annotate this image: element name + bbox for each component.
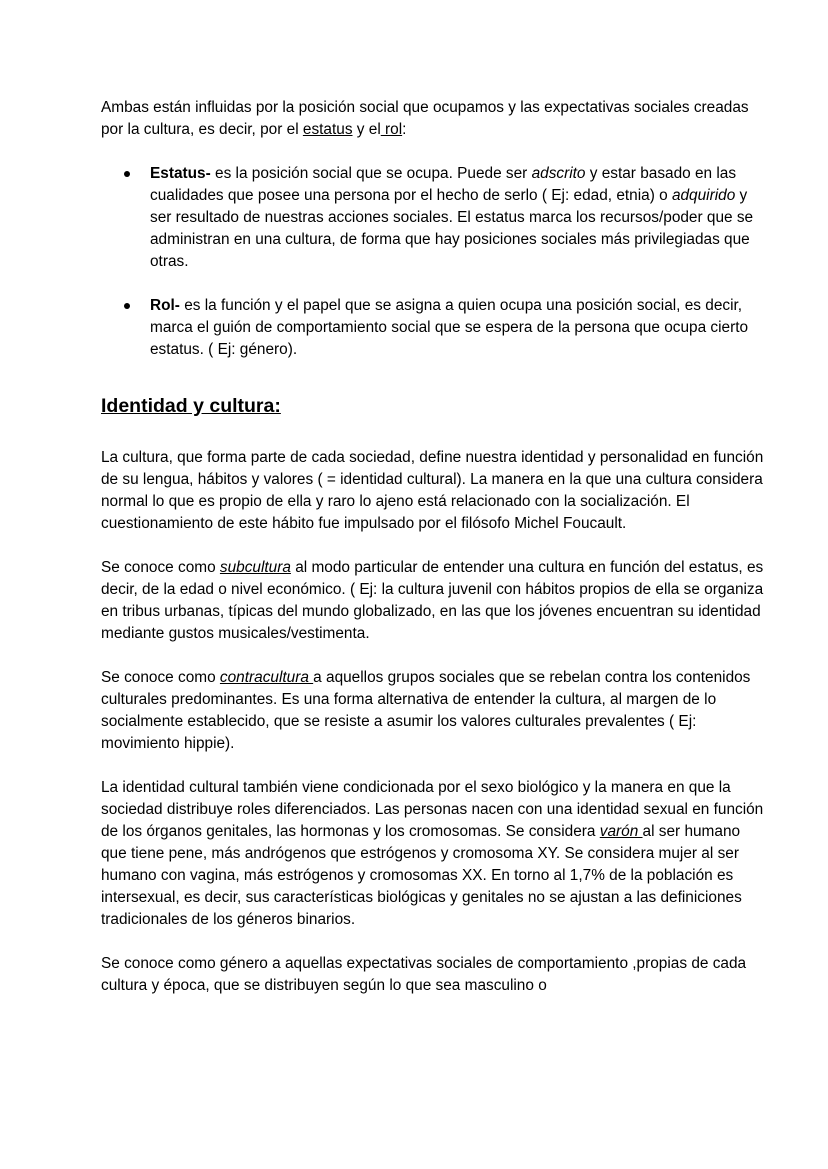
list-item-rol xyxy=(150,295,768,361)
paragraph-subcultura xyxy=(101,557,768,645)
list-item-estatus xyxy=(150,163,768,273)
identidad-text-1: La identidad cultural también viene condicionada por el sexo biológico y la manera en que la sociedad distribuye roles diferenciados. Las personas nacen con una identidad sexual en función de los órganos genitales, las hormonas y los cromosomas. Se considera xyxy=(101,779,764,840)
subcultura-term: subcultura xyxy=(219,559,291,576)
rol-label: Rol- xyxy=(150,297,180,314)
estatus-text-3: y ser resultado de nuestras acciones sociales. El estatus marca los recursos/poder que se administran en una cultura, de forma que hay posiciones sociales más privilegiadas que otras. xyxy=(150,187,754,270)
intro-paragraph xyxy=(101,97,768,141)
section-heading: Identidad y cultura: xyxy=(101,395,281,417)
estatus-text-2: y estar basado en las cualidades que posee una persona por el hecho de serlo ( Ej: edad, etnia) o xyxy=(150,165,737,204)
estatus-label: Estatus- xyxy=(150,165,211,182)
estatus-text-1: es la posición social que se ocupa. Puede ser xyxy=(210,165,532,182)
identidad-text-2: al ser humano que tiene pene, más andrógenos que estrógenos y cromosoma XY. Se considera mujer al ser humano con vagina, más estrógenos y cromosomas XX. En torno al 1,7% de la población es intersexual, es decir, sus características biológicas y genitales no se ajustan a las definiciones tradicionales de los géneros binarios. xyxy=(101,823,742,928)
contracultura-text-2: a aquellos grupos sociales que se rebelan contra los contenidos culturales predominantes. Es una forma alternativa de entender la cultura, al margen de lo socialmente establecido, que se resiste a asumir los valores culturales prevalentes ( Ej: movimiento hippie). xyxy=(101,669,751,752)
bullet-icon xyxy=(124,171,130,177)
intro-text-2: y el xyxy=(352,121,381,138)
contracultura-text-1: Se conoce como xyxy=(101,669,220,686)
subcultura-text-1: Se conoce como xyxy=(101,559,220,576)
paragraph-cultura: La cultura, que forma parte de cada sociedad, define nuestra identidad y personalidad en función de su lengua, hábitos y valores ( = identidad cultural). La manera en la que una cultura considera normal lo que es propio de ella y raro lo ajeno está relacionado con la socialización. El cuestionamiento de este hábito fue impulsado por el filósofo Michel Foucault. xyxy=(101,449,764,532)
definitions-list xyxy=(101,163,768,361)
adquirido-term: adquirido xyxy=(671,187,736,204)
varon-term: varón xyxy=(599,823,643,840)
paragraph-contracultura xyxy=(101,667,768,755)
estatus-term: estatus xyxy=(302,121,353,138)
paragraph-identidad-sexual xyxy=(101,777,768,931)
rol-term: rol xyxy=(380,121,403,138)
paragraph-genero: Se conoce como género a aquellas expectativas sociales de comportamiento ,propias de cada cultura y época, que se distribuyen según lo que sea masculino o xyxy=(101,955,747,994)
rol-text-1: es la función y el papel que se asigna a quien ocupa una posición social, es decir, marca el guión de comportamiento social que se espera de la persona que ocupa cierto estatus. ( Ej: género). xyxy=(150,297,749,358)
intro-text-3: : xyxy=(402,121,407,138)
adscrito-term: adscrito xyxy=(531,165,586,182)
intro-text-1: Ambas están influidas por la posición social que ocupamos y las expectativas sociales creadas por la cultura, es decir, por el xyxy=(101,99,749,138)
subcultura-text-2: al modo particular de entender una cultura en función del estatus, es decir, de la edad o nivel económico. ( Ej: la cultura juvenil con hábitos propios de ella se organiza en tribus urbanas, típicas del mundo globalizado, en las que los jóvenes encuentran su identidad mediante gustos musicales/vestimenta. xyxy=(101,559,764,642)
contracultura-term: contracultura xyxy=(219,669,314,686)
bullet-icon xyxy=(124,303,130,309)
